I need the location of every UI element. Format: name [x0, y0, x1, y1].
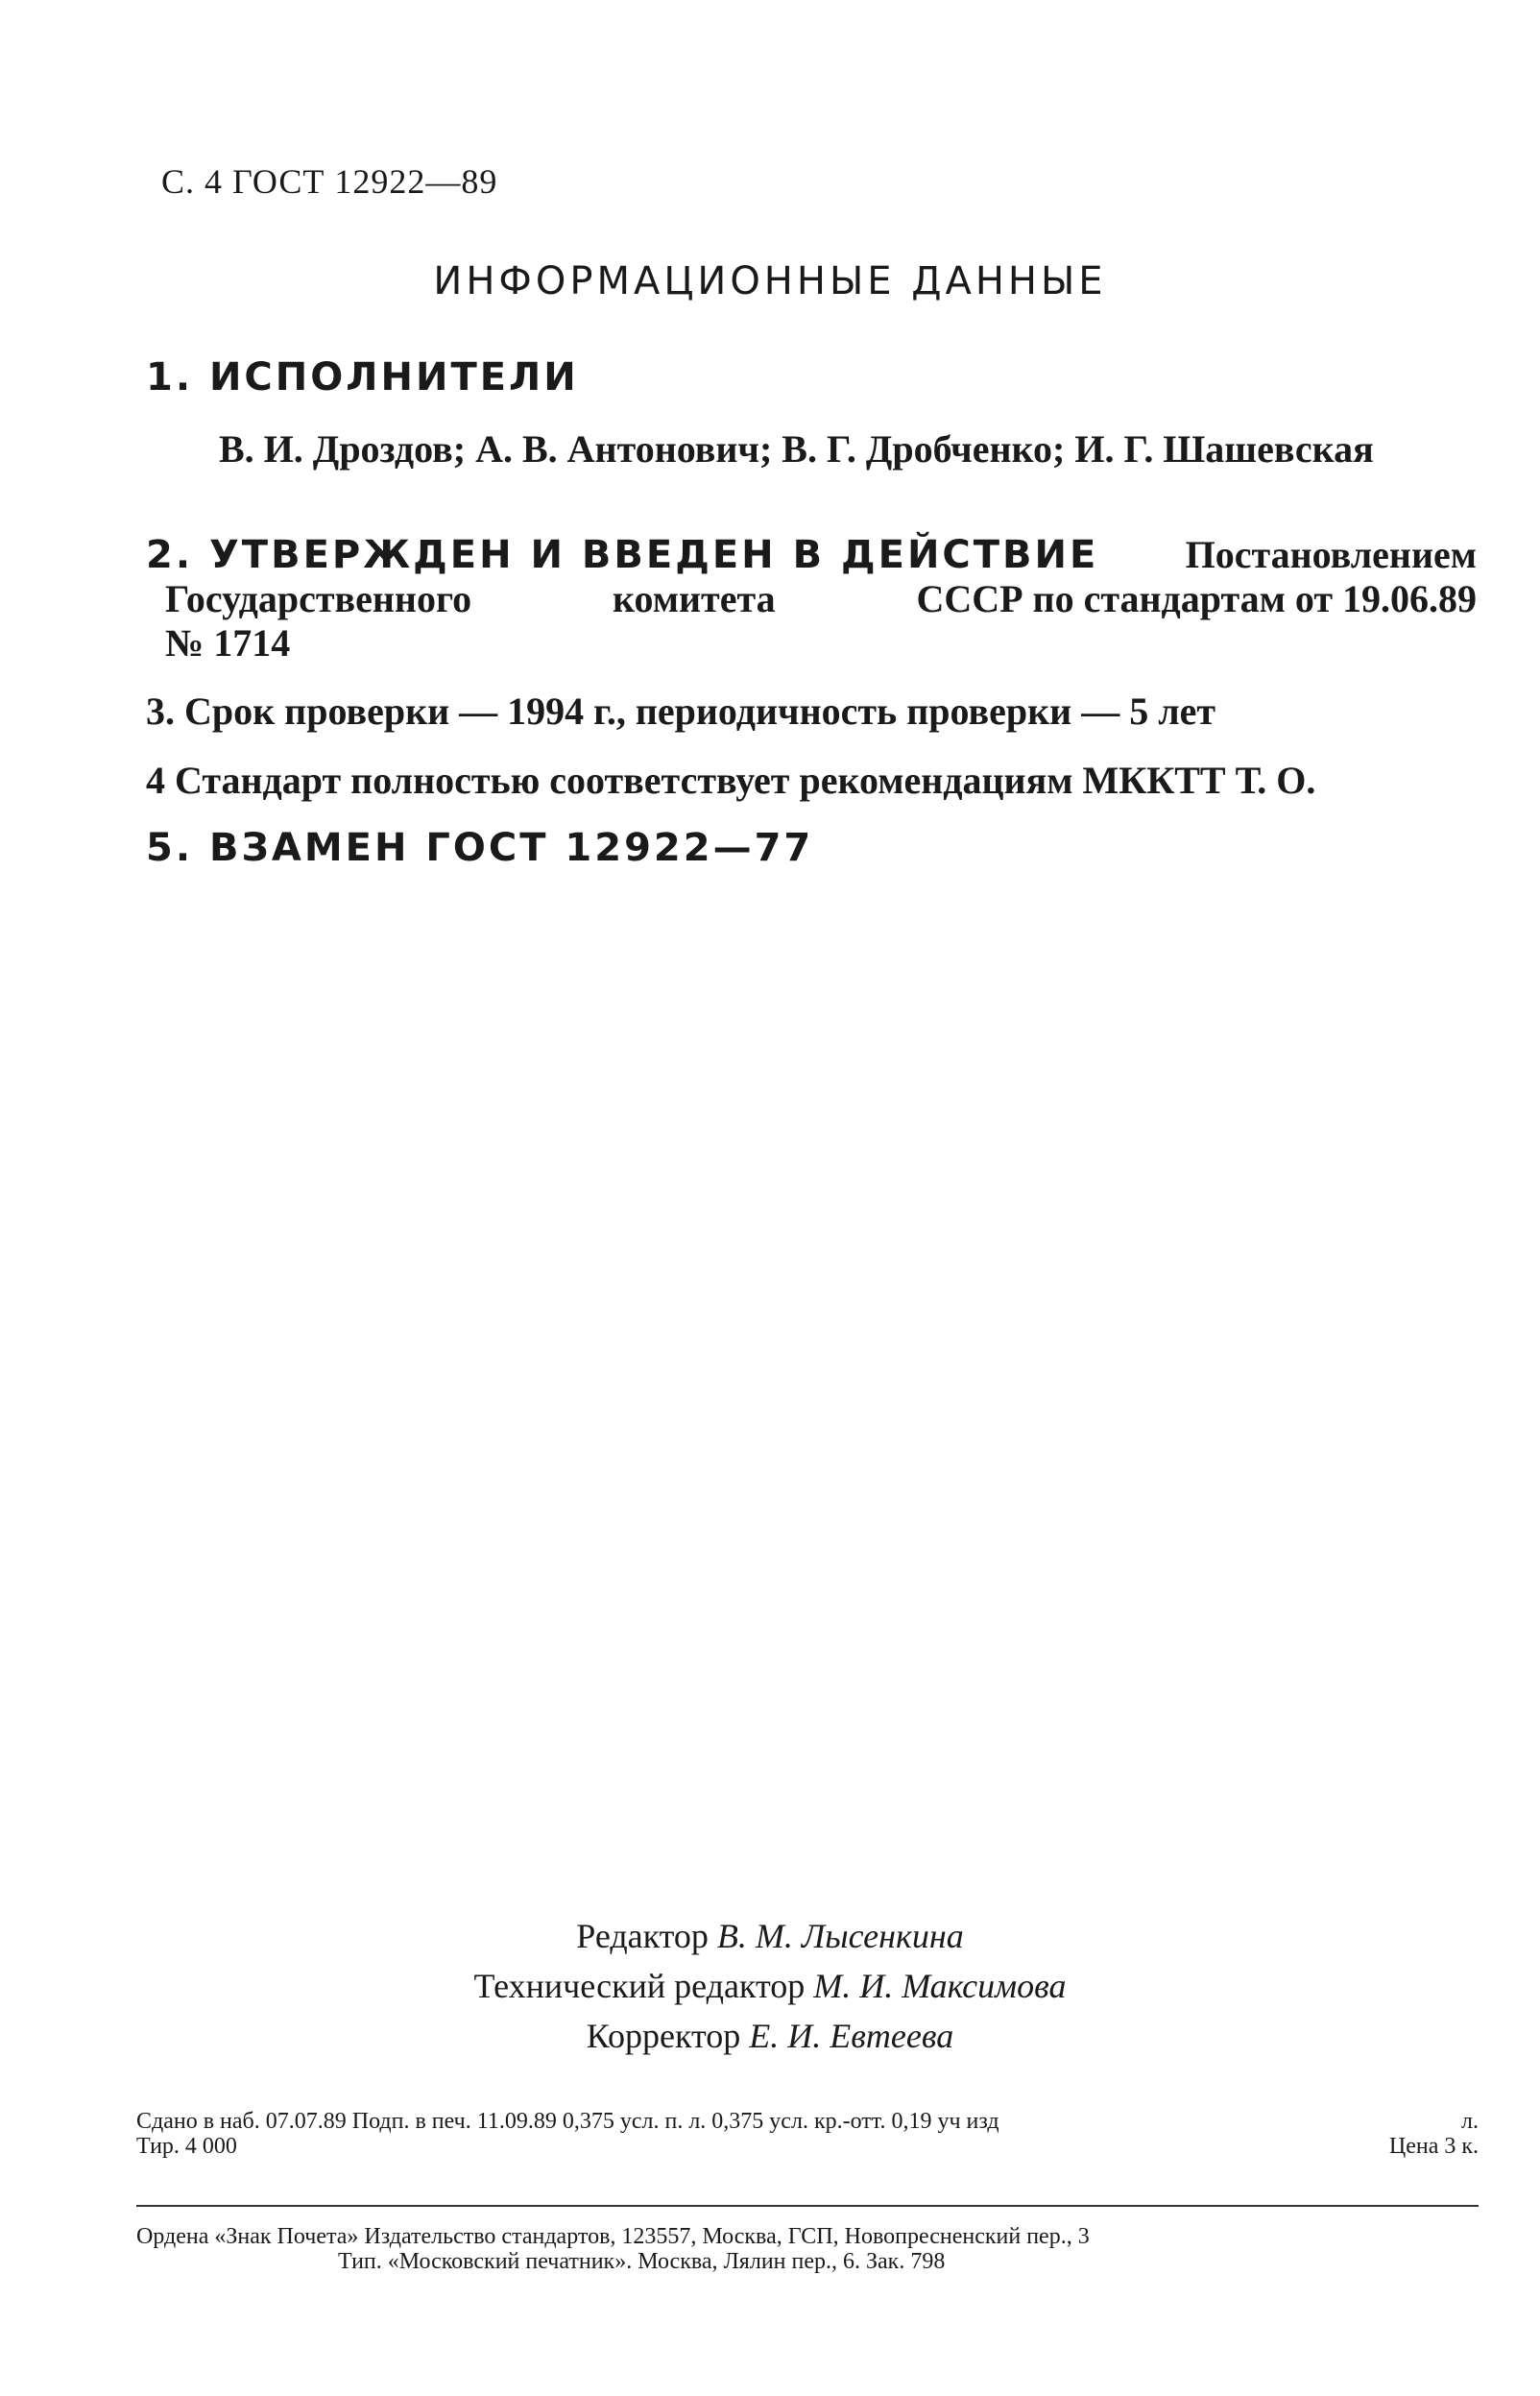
publisher-line-1: Ордена «Знак Почета» Издательство стандартов, 123557, Москва, ГСП, Новопресненский пер., 3 [136, 2224, 1090, 2249]
editor-role: Редактор [576, 1917, 709, 1955]
section-title: ИНФОРМАЦИОННЫЕ ДАННЫЕ [433, 259, 1107, 303]
corrector-name: Е. И. Евтеева [749, 2017, 954, 2055]
imprint-line-1 [136, 2109, 1479, 2134]
item-1-title: 1. ИСПОЛНИТЕЛИ [146, 355, 579, 399]
item-4: 4 Стандарт полностью соответствует рекомендациям МККТТ Т. О. [146, 759, 1316, 802]
tech-editor-name: М. И. Максимова [813, 1967, 1067, 2005]
imprint-line-2 [136, 2134, 1479, 2159]
imprint-line-2-right: Цена 3 к. [1388, 2134, 1479, 2159]
tech-editor-role: Технический редактор [473, 1967, 806, 2005]
item-2-line-2a: Государственного [165, 577, 472, 620]
item-2-line-3: № 1714 [165, 621, 291, 665]
item-2-tail: Постановлением [1185, 533, 1477, 576]
item-2-line-1 [146, 533, 1477, 577]
tech-editor-line [0, 1961, 1540, 2011]
item-2-lead: 2. УТВЕРЖДЕН И ВВЕДЕН В ДЕЙСТВИЕ [146, 533, 1099, 577]
publisher-block [136, 2224, 1479, 2274]
imprint-line-2-left: Тир. 4 000 [136, 2134, 237, 2159]
imprint-block [136, 2109, 1479, 2159]
editors-block [0, 1911, 1540, 2061]
item-3: 3. Срок проверки — 1994 г., периодичность проверки — 5 лет [146, 690, 1216, 733]
publisher-line-2: Тип. «Московский печатник». Москва, Лялин пер., 6. Зак. 798 [338, 2249, 946, 2274]
divider [136, 2205, 1479, 2207]
editor-line [0, 1911, 1540, 1961]
item-2-line-2b: комитета [613, 577, 776, 620]
corrector-role: Корректор [586, 2017, 741, 2055]
item-2-line-2c: СССР по стандартам от 19.06.89 [916, 577, 1477, 620]
item-5: 5. ВЗАМЕН ГОСТ 12922—77 [146, 826, 814, 870]
item-2-line-2 [146, 577, 1477, 621]
editor-name: В. М. Лысенкина [716, 1917, 964, 1955]
corrector-line [0, 2011, 1540, 2061]
imprint-line-1-left: Сдано в наб. 07.07.89 Подп. в печ. 11.09.89 0,375 усл. п. л. 0,375 усл. кр.-отт. 0,19 уч изд [136, 2109, 999, 2134]
page-header: С. 4 ГОСТ 12922—89 [161, 162, 498, 201]
item-1-authors: В. И. Дроздов; А. В. Антонович; В. Г. Дробченко; И. Г. Шашевская [219, 427, 1374, 471]
imprint-line-1-right: л. [1461, 2109, 1479, 2134]
item-2 [146, 533, 1486, 666]
